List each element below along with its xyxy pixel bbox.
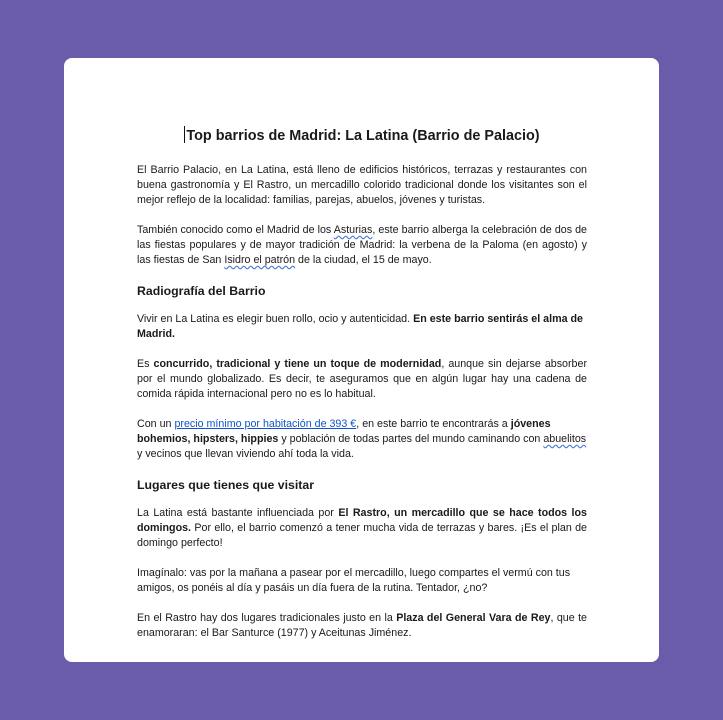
paragraph-6[interactable] — [137, 506, 587, 551]
text-run: y población de todas partes del mundo caminando con — [278, 433, 544, 445]
heading-radiografia[interactable]: Radiografía del Barrio — [137, 284, 266, 298]
paragraph-5[interactable] — [137, 417, 587, 462]
text-run: Por ello, el barrio comenzó a tener mucha vida de terrazas y bares. ¡Es el plan de domingo perfecto! — [137, 522, 587, 549]
text-run: La Latina está bastante influenciada por — [137, 507, 339, 519]
price-link[interactable]: precio mínimo por habitación de 393 € — [174, 418, 357, 430]
text-run: Es — [137, 358, 154, 370]
paragraph-7[interactable]: Imagínalo: vas por la mañana a pasear por el mercadillo, luego compartes el vermú con tus amigos, os ponéis al día y pasáis un día fuera de la rutina. Tentador, ¿no? — [137, 567, 571, 594]
document-title-line[interactable] — [137, 126, 587, 146]
document-title[interactable]: Top barrios de Madrid: La Latina (Barrio de Palacio) — [186, 128, 540, 144]
text-run: , en este barrio te encontrarás a — [356, 418, 511, 430]
paragraph-4[interactable] — [137, 357, 587, 402]
document-page[interactable] — [64, 58, 659, 662]
bold-text: El Rastro, un mercadillo que se hace todos los domingos. — [137, 507, 587, 534]
text-run: , aunque sin dejarse absorber por el mundo globalizado. Es decir, te aseguramos que en algún lugar hay una cadena de comida rápida internacional pero no es lo habitual. — [137, 358, 588, 400]
paragraph-8[interactable] — [137, 611, 587, 641]
text-run: Vivir en La Latina es elegir buen rollo, ocio y autenticidad. — [137, 313, 414, 325]
text-run: También conocido como el Madrid de los — [137, 224, 334, 236]
bold-text: concurrido, tradicional y tiene un toque de modernidad — [153, 358, 442, 370]
bold-text: jóvenes bohemios, hipsters, hippies — [137, 418, 551, 445]
text-run: Con un — [137, 418, 175, 430]
misspelled-phrase[interactable]: Isidro el patrón — [224, 254, 296, 266]
bold-text: En este barrio sentirás el alma de Madrid. — [137, 313, 583, 340]
text-run: de la ciudad, el 15 de mayo. — [295, 254, 432, 266]
text-run: En el Rastro hay dos lugares tradicionales justo en la — [137, 612, 397, 624]
misspelled-word[interactable]: abuelitos — [543, 433, 587, 445]
paragraph-2[interactable] — [137, 223, 587, 268]
text-run: , que te enamoraran: el Bar Santurce (1977) y Aceitunas Jiménez. — [137, 612, 587, 639]
text-run: y vecinos que llevan viviendo ahí toda la vida. — [137, 448, 354, 460]
paragraph-3[interactable] — [137, 312, 587, 342]
paragraph-1[interactable]: El Barrio Palacio, en La Latina, está lleno de edificios históricos, terrazas y restaurantes con buena gastronomía y El Rastro, un mercadillo colorido tradicional donde los visitantes son el mejor reflejo de la localidad: familias, parejas, abuelos, jóvenes y turistas. — [137, 164, 587, 206]
heading-lugares[interactable]: Lugares que tienes que visitar — [137, 478, 314, 492]
text-run: , este barrio alberga la celebración de dos de las fiestas populares y de mayor tradición de Madrid: la verbena de la Paloma (en agosto) y las fiestas de San — [137, 224, 588, 266]
bold-text: Plaza del General Vara de Rey — [396, 612, 551, 624]
misspelled-word[interactable]: Asturias — [333, 224, 373, 236]
